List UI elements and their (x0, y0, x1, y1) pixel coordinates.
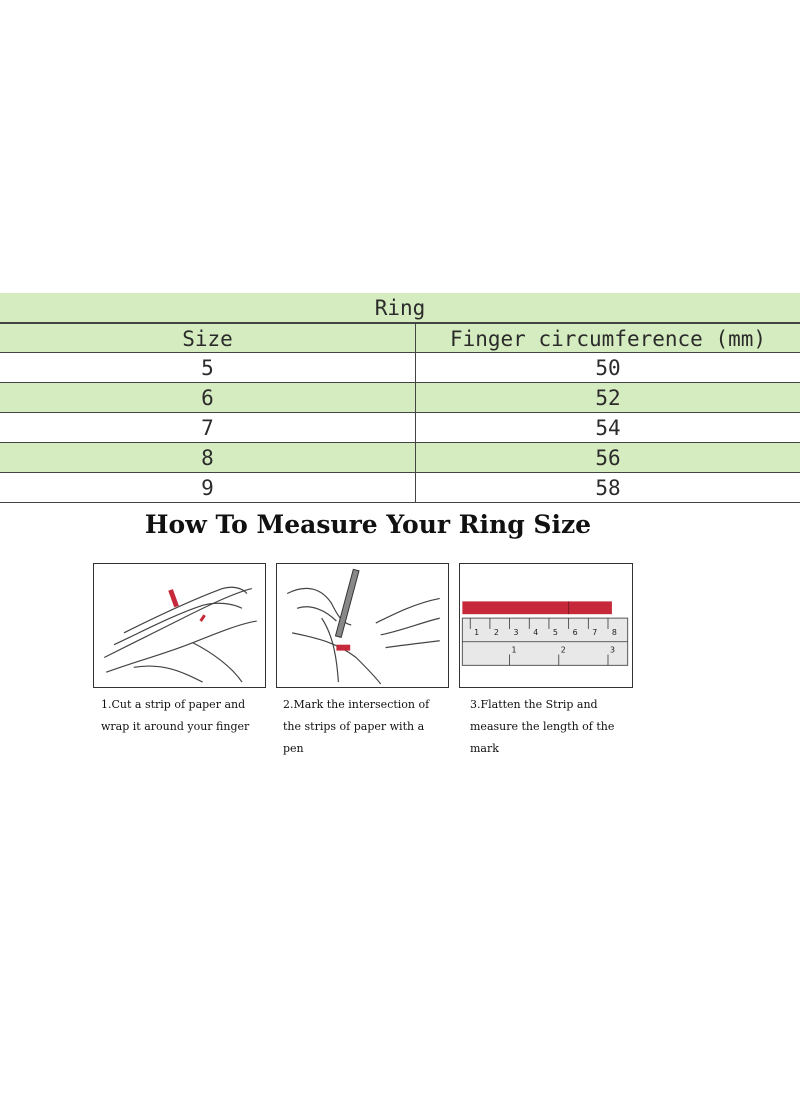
step-1-caption: 1.Cut a strip of paper and wrap it around your finger (101, 698, 250, 733)
ruler-tick-label: 3 (513, 627, 519, 637)
ruler-tick-label: 7 (592, 627, 598, 637)
table-title: Ring (374, 296, 426, 320)
ruler-tick-label: 6 (572, 627, 578, 637)
circumference-cell: 58 (595, 476, 621, 500)
size-cell: 9 (0, 473, 416, 502)
ruler-tick-label: 2 (560, 645, 566, 655)
size-cell: 7 (0, 413, 416, 442)
ruler-tick-label: 5 (552, 627, 558, 637)
header-size: Size (0, 324, 416, 352)
size-cell: 8 (0, 443, 416, 472)
table-row (0, 353, 800, 383)
hand-wrap-icon (94, 564, 265, 687)
ruler-tick-label: 2 (493, 627, 499, 637)
table-row (0, 413, 800, 443)
ring-size-table (0, 293, 800, 503)
ruler-tick-label: 1 (511, 645, 517, 655)
ruler-tick-label: 3 (609, 645, 615, 655)
flattened-strip (462, 601, 612, 614)
circumference-cell: 52 (595, 386, 621, 410)
pen (335, 569, 359, 637)
circumference-cell: 50 (595, 356, 621, 380)
size-cell: 6 (0, 383, 416, 412)
measure-guide-heading: How To Measure Your Ring Size (144, 510, 592, 539)
table-row (0, 383, 800, 413)
table-row (0, 473, 800, 503)
table-header-row (0, 323, 800, 353)
step-3-caption: 3.Flatten the Strip and measure the length of the mark (470, 698, 615, 755)
step-1-illustration (93, 563, 266, 688)
paper-strip (336, 645, 350, 651)
size-cell: 5 (0, 353, 416, 382)
ruler-tick-label: 8 (611, 627, 617, 637)
paper-strip (168, 589, 179, 607)
circumference-cell: 56 (595, 446, 621, 470)
table-title-row (0, 293, 800, 323)
pen-mark-icon (277, 564, 448, 687)
step-2-illustration (276, 563, 449, 688)
ruler-icon (460, 564, 632, 687)
circumference-cell: 54 (595, 416, 621, 440)
header-circumference: Finger circumference (mm) (449, 327, 767, 351)
ruler-tick-label: 4 (533, 627, 539, 637)
step-3-illustration (459, 563, 633, 688)
step-2-caption: 2.Mark the intersection of the strips of paper with a pen (283, 698, 430, 755)
ruler-tick-label: 1 (474, 627, 480, 637)
table-row (0, 443, 800, 473)
